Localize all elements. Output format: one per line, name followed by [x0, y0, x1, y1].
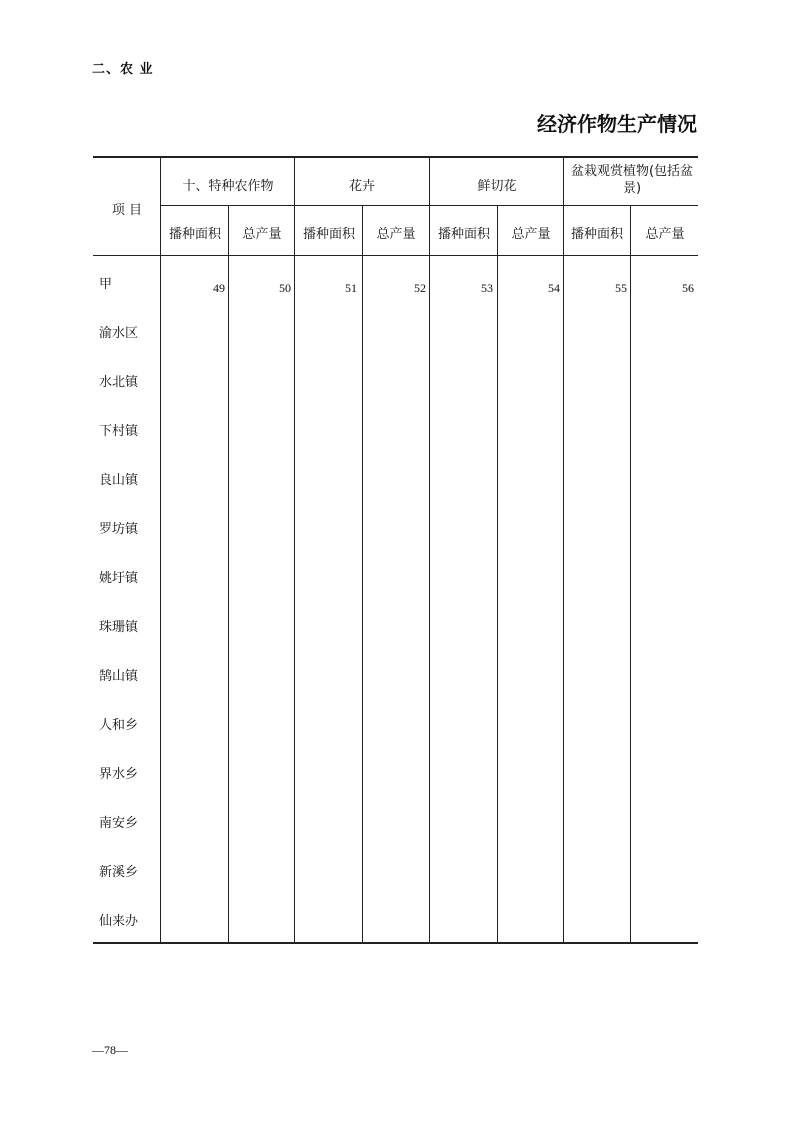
column-divider [362, 205, 363, 944]
group-header-flowers: 花卉 [348, 179, 376, 194]
subheader-area: 播种面积 [302, 227, 356, 242]
row-label: 下村镇 [99, 424, 139, 439]
column-divider [228, 205, 229, 944]
column-code: 49 [213, 281, 225, 295]
column-divider [429, 156, 430, 944]
subheader-output: 总产量 [376, 227, 416, 242]
code-row-label: 甲 [99, 277, 113, 292]
page-title: 经济作物生产情况 [537, 112, 697, 136]
row-label: 珠珊镇 [99, 620, 139, 635]
group-header-special-crops: 十、特种农作物 [182, 179, 274, 194]
subheader-output: 总产量 [242, 227, 282, 242]
group-header-potted-plants: 盆栽观赏植物(包括盆景) [570, 164, 694, 196]
column-code: 54 [548, 281, 560, 295]
column-divider [160, 156, 161, 944]
row-label: 罗坊镇 [99, 522, 139, 537]
subheader-area: 播种面积 [570, 227, 624, 242]
header-bottom-rule [93, 255, 698, 256]
row-label: 渝水区 [99, 326, 139, 341]
row-label: 姚圩镇 [99, 571, 139, 586]
row-label: 南安乡 [99, 816, 139, 831]
stub-header: 项 目 [111, 203, 143, 218]
subheader-output: 总产量 [511, 227, 551, 242]
table-bottom-rule [93, 942, 698, 944]
column-code: 53 [481, 281, 493, 295]
column-divider [630, 205, 631, 944]
subheader-area: 播种面积 [437, 227, 491, 242]
column-code: 55 [615, 281, 627, 295]
table-top-rule [93, 156, 698, 158]
row-label: 新溪乡 [99, 865, 139, 880]
page-number: —78— [92, 1043, 128, 1057]
subheader-area: 播种面积 [168, 227, 222, 242]
row-label: 良山镇 [99, 473, 139, 488]
column-divider [294, 156, 295, 944]
column-code: 56 [682, 281, 694, 295]
row-label: 鹄山镇 [99, 669, 139, 684]
row-label: 人和乡 [99, 718, 139, 733]
row-label: 水北镇 [99, 375, 139, 390]
row-label: 仙来办 [99, 914, 139, 929]
column-divider [497, 205, 498, 944]
column-divider [563, 156, 564, 944]
section-title: 二、农 业 [92, 62, 154, 77]
column-code: 52 [414, 281, 426, 295]
column-code: 50 [279, 281, 291, 295]
column-code: 51 [345, 281, 357, 295]
subheader-output: 总产量 [645, 227, 685, 242]
group-header-cut-flowers: 鲜切花 [477, 179, 517, 194]
row-label: 界水乡 [99, 767, 139, 782]
